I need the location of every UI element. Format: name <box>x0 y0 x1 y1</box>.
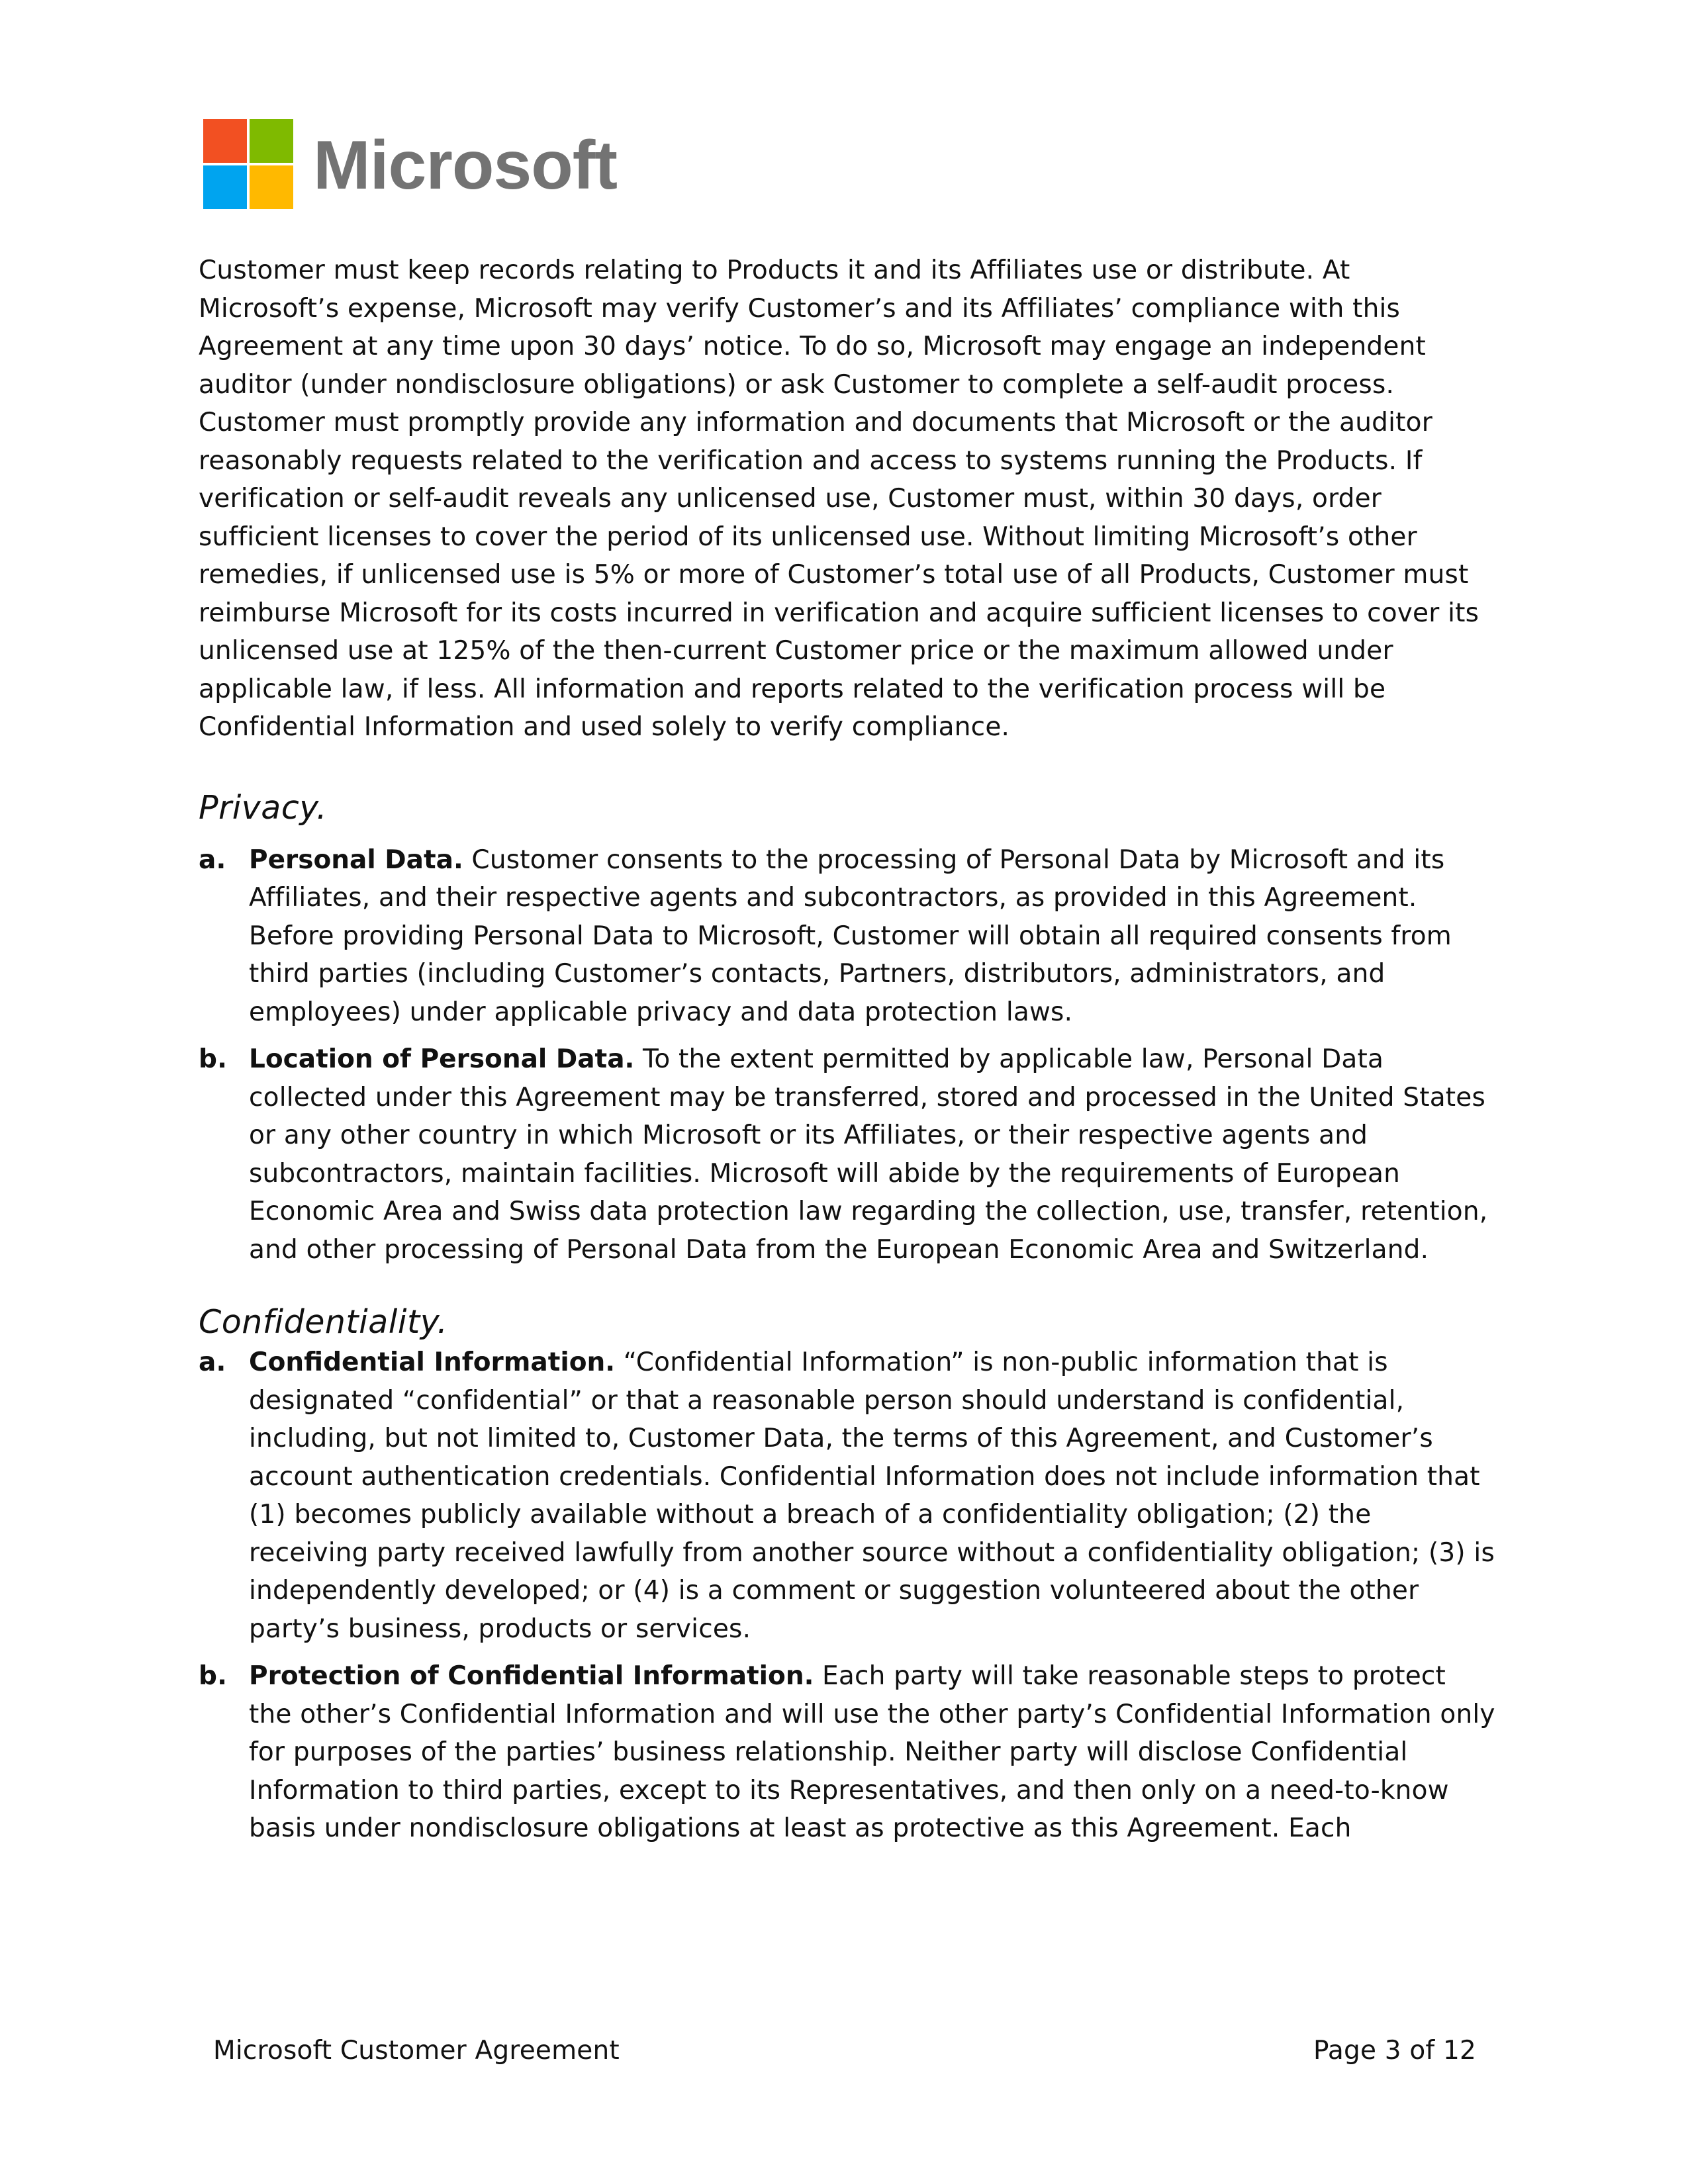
confidentiality-item-protection <box>199 1657 1496 1848</box>
microsoft-logo-squares-icon <box>203 119 293 209</box>
item-term: Protection of Confidential Information. <box>249 1661 814 1691</box>
list-marker: a. <box>199 1347 226 1377</box>
footer-document-title: Microsoft Customer Agreement <box>213 2036 620 2066</box>
list-marker: b. <box>199 1044 228 1074</box>
item-text: Customer consents to the processing of Personal Data by Microsoft and its Affiliates, and their respective agents and subcontractors, as provided in this Agreement. Before providing Personal Data to Microsoft, Customer will obtain all required consents from third parties (including Customer’s contacts, Partners, distributors, administrators, and employees) under applicable privacy and data protection laws. <box>249 844 1452 1027</box>
logo-square-red <box>203 119 247 163</box>
footer-page-number: Page 3 of 12 <box>1313 2036 1476 2066</box>
item-term: Confidential Information. <box>249 1347 616 1377</box>
list-marker: b. <box>199 1661 228 1691</box>
item-text: To the extent permitted by applicable law, Personal Data collected under this Agreement may be transferred, stored and processed in the United States or any other country in which Microsoft or its Affiliates, or their respective agents and subcontractors, maintain facilities. Microsoft will abide by the requirements of European Economic Area and Swiss data protection law regarding the collection, use, transfer, retention, and other processing of Personal Data from the European Economic Area and Switzerland. <box>249 1044 1488 1265</box>
document-body <box>199 251 1496 1857</box>
privacy-item-personal-data <box>199 841 1496 1032</box>
confidentiality-item-confidential-information <box>199 1343 1496 1648</box>
confidentiality-heading: Confidentiality. <box>199 1303 448 1341</box>
item-term: Location of Personal Data. <box>249 1044 635 1074</box>
logo-square-blue <box>203 165 247 209</box>
item-text: Each party will take reasonable steps to protect the other’s Confidential Information and will use the other party’s Confidential Information only for purposes of the parties’ business relationship. Neither party will disclose Confidential Information to third parties, except to its Representatives, and then only on a need-to-know basis under nondisclosure obligations at least as protective as this Agreement. Each <box>249 1661 1495 1843</box>
item-term: Personal Data. <box>249 844 463 875</box>
logo-wordmark: Microsoft <box>313 127 617 204</box>
privacy-item-location-of-personal-data <box>199 1040 1496 1269</box>
intro-paragraph: Customer must keep records relating to Products it and its Affiliates use or distribute. At Microsoft’s expense, Microsoft may verify Customer’s and its Affiliates’ compliance with this Agreement at any time upon 30 days’ notice. To do so, Microsoft may engage an independent auditor (under nondisclosure obligations) or ask Customer to complete a self-audit process. Customer must promptly provide any information and documents that Microsoft or the auditor reasonably requests related to the verification and access to systems running the Products. If verification or self-audit reveals any unlicensed use, Customer must, within 30 days, order sufficient licenses to cover the period of its unlicensed use. Without limiting Microsoft’s other remedies, if unlicensed use is 5% or more of Customer’s total use of all Products, Customer must reimburse Microsoft for its costs incurred in verification and acquire sufficient licenses to cover its unlicensed use at 125% of the then-current Customer price or the maximum allowed under applicable law, if less. All information and reports related to the verification process will be Confidential Information and used solely to verify compliance. <box>199 255 1479 742</box>
logo-square-yellow <box>250 165 293 209</box>
list-marker: a. <box>199 844 226 875</box>
item-text: “Confidential Information” is non-public information that is designated “confidential” or that a reasonable person should understand is confidential, including, but not limited to, Customer Data, the terms of this Agreement, and Customer’s account authentication credentials. Confidential Information does not include information that (1) becomes publicly available without a breach of a confidentiality obligation; (2) the receiving party received lawfully from another source without a confidentiality obligation; (3) is independently developed; or (4) is a comment or suggestion volunteered about the other party’s business, products or services. <box>249 1347 1495 1644</box>
privacy-heading: Privacy. <box>199 788 328 827</box>
logo-square-green <box>250 119 293 163</box>
microsoft-logo <box>203 118 617 210</box>
